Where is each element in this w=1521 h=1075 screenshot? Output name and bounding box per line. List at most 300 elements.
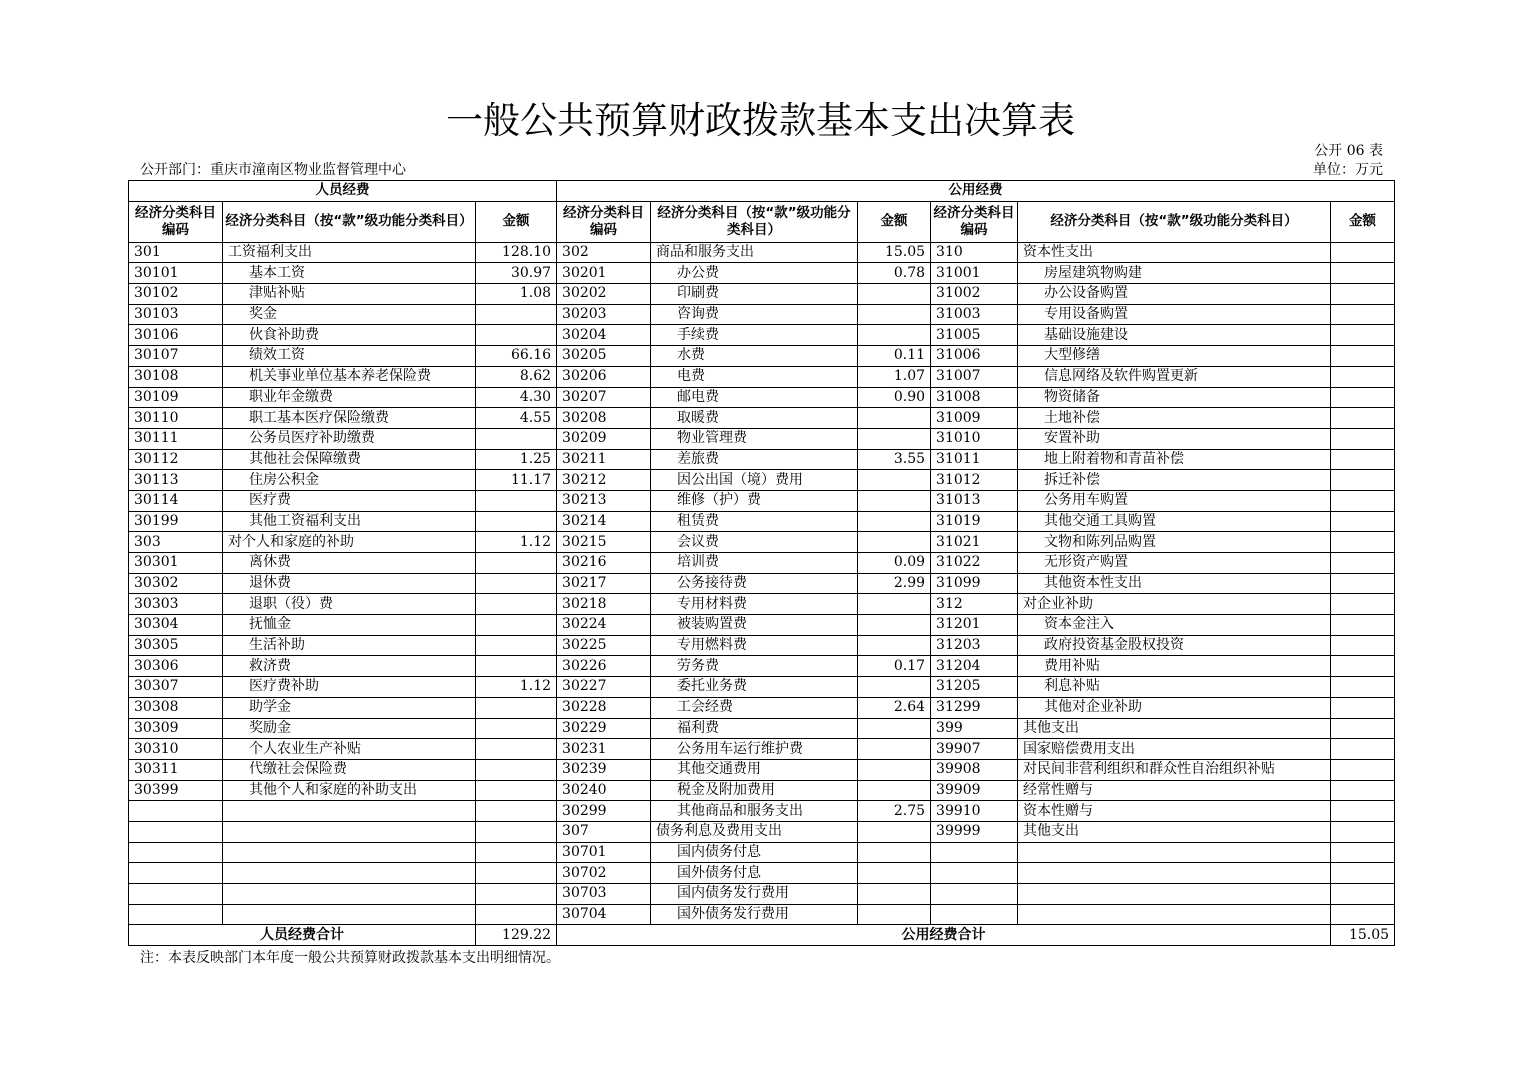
amount-cell bbox=[476, 759, 557, 780]
amount-cell bbox=[476, 842, 557, 863]
public-group-header: 公用经费 bbox=[557, 181, 1395, 202]
item-name-cell: 物资储备 bbox=[1018, 387, 1331, 408]
table-row bbox=[129, 718, 1395, 739]
code-cell: 31010 bbox=[931, 428, 1018, 449]
code-cell: 31203 bbox=[931, 635, 1018, 656]
name-header: 经济分类科目（按“款”级功能分类科目） bbox=[651, 201, 858, 242]
code-cell bbox=[129, 842, 223, 863]
amount-cell bbox=[1331, 387, 1395, 408]
public-total-label: 公用经费合计 bbox=[557, 925, 1331, 946]
amount-cell: 11.17 bbox=[476, 470, 557, 491]
code-cell: 31299 bbox=[931, 697, 1018, 718]
code-cell: 30231 bbox=[557, 739, 651, 760]
table-row bbox=[129, 635, 1395, 656]
code-cell bbox=[129, 801, 223, 822]
code-cell: 30704 bbox=[557, 904, 651, 925]
expenditure-table bbox=[128, 180, 1395, 946]
item-name-cell: 拆迁补偿 bbox=[1018, 470, 1331, 491]
amount-cell bbox=[1331, 863, 1395, 884]
table-row bbox=[129, 801, 1395, 822]
amount-cell: 1.25 bbox=[476, 449, 557, 470]
amount-cell bbox=[858, 884, 931, 905]
code-cell: 30103 bbox=[129, 304, 223, 325]
amount-cell: 4.55 bbox=[476, 408, 557, 429]
code-cell: 303 bbox=[129, 532, 223, 553]
code-cell: 30308 bbox=[129, 697, 223, 718]
item-name-cell: 文物和陈列品购置 bbox=[1018, 532, 1331, 553]
amount-cell bbox=[476, 573, 557, 594]
code-cell bbox=[931, 863, 1018, 884]
amount-cell bbox=[476, 511, 557, 532]
table-row bbox=[129, 594, 1395, 615]
amount-cell bbox=[1331, 884, 1395, 905]
code-cell: 31013 bbox=[931, 490, 1018, 511]
item-name-cell: 专用材料费 bbox=[651, 594, 858, 615]
item-name-cell: 生活补助 bbox=[223, 635, 476, 656]
code-cell: 31012 bbox=[931, 470, 1018, 491]
amount-cell: 128.10 bbox=[476, 242, 557, 263]
code-cell: 30305 bbox=[129, 635, 223, 656]
amount-cell bbox=[476, 594, 557, 615]
code-cell: 30239 bbox=[557, 759, 651, 780]
code-cell: 30228 bbox=[557, 697, 651, 718]
amount-cell bbox=[1331, 284, 1395, 305]
item-name-cell: 政府投资基金股权投资 bbox=[1018, 635, 1331, 656]
item-name-cell: 办公设备购置 bbox=[1018, 284, 1331, 305]
item-name-cell: 地上附着物和青苗补偿 bbox=[1018, 449, 1331, 470]
item-name-cell: 其他支出 bbox=[1018, 821, 1331, 842]
item-name-cell: 公务员医疗补助缴费 bbox=[223, 428, 476, 449]
amount-cell bbox=[858, 759, 931, 780]
item-name-cell: 邮电费 bbox=[651, 387, 858, 408]
table-row bbox=[129, 780, 1395, 801]
item-name-cell: 其他商品和服务支出 bbox=[651, 801, 858, 822]
amount-cell bbox=[476, 615, 557, 636]
item-name-cell: 租赁费 bbox=[651, 511, 858, 532]
item-name-cell: 利息补贴 bbox=[1018, 677, 1331, 698]
code-cell: 30207 bbox=[557, 387, 651, 408]
item-name-cell: 其他交通工具购置 bbox=[1018, 511, 1331, 532]
item-name-cell: 机关事业单位基本养老保险费 bbox=[223, 366, 476, 387]
code-cell: 30110 bbox=[129, 408, 223, 429]
item-name-cell: 物业管理费 bbox=[651, 428, 858, 449]
code-cell: 30109 bbox=[129, 387, 223, 408]
item-name-cell: 奖励金 bbox=[223, 718, 476, 739]
table-row bbox=[129, 863, 1395, 884]
amount-cell: 1.12 bbox=[476, 677, 557, 698]
item-name-cell bbox=[223, 904, 476, 925]
item-name-cell: 税金及附加费用 bbox=[651, 780, 858, 801]
amount-cell bbox=[1331, 428, 1395, 449]
amount-cell bbox=[476, 304, 557, 325]
code-cell: 30399 bbox=[129, 780, 223, 801]
code-cell: 31006 bbox=[931, 346, 1018, 367]
code-header: 经济分类科目编码 bbox=[129, 201, 223, 242]
item-name-cell: 住房公积金 bbox=[223, 470, 476, 491]
amount-cell bbox=[1331, 573, 1395, 594]
amount-cell bbox=[1331, 325, 1395, 346]
code-cell: 30227 bbox=[557, 677, 651, 698]
item-name-cell: 医疗费 bbox=[223, 490, 476, 511]
amount-cell bbox=[1331, 304, 1395, 325]
item-name-cell bbox=[223, 801, 476, 822]
totals-row bbox=[129, 925, 1395, 946]
table-row bbox=[129, 263, 1395, 284]
code-cell: 30205 bbox=[557, 346, 651, 367]
amount-cell: 2.64 bbox=[858, 697, 931, 718]
amount-cell bbox=[858, 718, 931, 739]
code-cell: 30202 bbox=[557, 284, 651, 305]
code-cell: 30209 bbox=[557, 428, 651, 449]
item-name-cell: 奖金 bbox=[223, 304, 476, 325]
code-cell: 30206 bbox=[557, 366, 651, 387]
item-name-cell: 土地补偿 bbox=[1018, 408, 1331, 429]
amount-cell bbox=[476, 635, 557, 656]
amount-cell bbox=[1331, 594, 1395, 615]
code-cell bbox=[931, 884, 1018, 905]
code-cell bbox=[129, 884, 223, 905]
table-row bbox=[129, 242, 1395, 263]
amount-cell: 30.97 bbox=[476, 263, 557, 284]
table-row bbox=[129, 449, 1395, 470]
code-cell: 30204 bbox=[557, 325, 651, 346]
code-cell: 30240 bbox=[557, 780, 651, 801]
code-cell: 30203 bbox=[557, 304, 651, 325]
item-name-cell: 会议费 bbox=[651, 532, 858, 553]
item-name-cell: 职工基本医疗保险缴费 bbox=[223, 408, 476, 429]
item-name-cell: 因公出国（境）费用 bbox=[651, 470, 858, 491]
amount-cell bbox=[1331, 511, 1395, 532]
amount-cell bbox=[858, 739, 931, 760]
item-name-cell: 基础设施建设 bbox=[1018, 325, 1331, 346]
item-name-cell: 培训费 bbox=[651, 553, 858, 574]
amount-cell bbox=[858, 863, 931, 884]
department-label: 公开部门：重庆市潼南区物业监督管理中心 bbox=[140, 162, 406, 178]
code-cell: 30114 bbox=[129, 490, 223, 511]
code-cell: 30218 bbox=[557, 594, 651, 615]
amount-cell bbox=[858, 304, 931, 325]
item-name-cell bbox=[223, 842, 476, 863]
code-header: 经济分类科目编码 bbox=[557, 201, 651, 242]
item-name-cell: 手续费 bbox=[651, 325, 858, 346]
item-name-cell: 助学金 bbox=[223, 697, 476, 718]
item-name-cell: 专用燃料费 bbox=[651, 635, 858, 656]
code-cell: 31003 bbox=[931, 304, 1018, 325]
code-cell: 30212 bbox=[557, 470, 651, 491]
item-name-cell: 个人农业生产补贴 bbox=[223, 739, 476, 760]
amount-cell bbox=[476, 801, 557, 822]
group-header-row bbox=[129, 181, 1395, 202]
amount-cell: 0.78 bbox=[858, 263, 931, 284]
amount-cell bbox=[858, 904, 931, 925]
item-name-cell: 退休费 bbox=[223, 573, 476, 594]
item-name-cell: 信息网络及软件购置更新 bbox=[1018, 366, 1331, 387]
table-row bbox=[129, 677, 1395, 698]
amount-cell: 1.07 bbox=[858, 366, 931, 387]
code-cell: 31099 bbox=[931, 573, 1018, 594]
amount-cell bbox=[1331, 842, 1395, 863]
amount-cell: 0.90 bbox=[858, 387, 931, 408]
item-name-cell bbox=[1018, 904, 1331, 925]
code-cell: 30199 bbox=[129, 511, 223, 532]
item-name-cell: 商品和服务支出 bbox=[651, 242, 858, 263]
amount-cell bbox=[858, 470, 931, 491]
amount-header: 金额 bbox=[1331, 201, 1395, 242]
amount-cell bbox=[476, 697, 557, 718]
form-number: 公开 06 表 bbox=[1314, 143, 1383, 159]
code-cell: 30224 bbox=[557, 615, 651, 636]
amount-cell bbox=[858, 284, 931, 305]
code-cell: 30108 bbox=[129, 366, 223, 387]
amount-cell bbox=[1331, 697, 1395, 718]
item-name-cell: 其他支出 bbox=[1018, 718, 1331, 739]
code-cell: 30107 bbox=[129, 346, 223, 367]
amount-cell: 1.08 bbox=[476, 284, 557, 305]
amount-cell bbox=[1331, 263, 1395, 284]
code-cell: 30304 bbox=[129, 615, 223, 636]
item-name-cell: 专用设备购置 bbox=[1018, 304, 1331, 325]
table-row bbox=[129, 821, 1395, 842]
page-title: 一般公共预算财政拨款基本支出决算表 bbox=[446, 99, 1075, 142]
item-name-cell: 抚恤金 bbox=[223, 615, 476, 636]
item-name-cell: 经常性赠与 bbox=[1018, 780, 1331, 801]
amount-cell bbox=[476, 904, 557, 925]
item-name-cell: 劳务费 bbox=[651, 656, 858, 677]
amount-cell: 8.62 bbox=[476, 366, 557, 387]
table-row bbox=[129, 408, 1395, 429]
code-cell: 30701 bbox=[557, 842, 651, 863]
amount-cell: 2.75 bbox=[858, 801, 931, 822]
item-name-cell: 职业年金缴费 bbox=[223, 387, 476, 408]
personnel-total-value: 129.22 bbox=[476, 925, 557, 946]
amount-cell bbox=[858, 821, 931, 842]
item-name-cell: 国外债务发行费用 bbox=[651, 904, 858, 925]
item-name-cell: 绩效工资 bbox=[223, 346, 476, 367]
table-row bbox=[129, 490, 1395, 511]
code-cell: 31201 bbox=[931, 615, 1018, 636]
code-cell: 30213 bbox=[557, 490, 651, 511]
amount-cell bbox=[858, 511, 931, 532]
personnel-group-header: 人员经费 bbox=[129, 181, 557, 202]
code-cell: 30201 bbox=[557, 263, 651, 284]
code-cell: 31002 bbox=[931, 284, 1018, 305]
item-name-cell: 其他对企业补助 bbox=[1018, 697, 1331, 718]
item-name-cell: 其他社会保障缴费 bbox=[223, 449, 476, 470]
item-name-cell: 对个人和家庭的补助 bbox=[223, 532, 476, 553]
amount-cell: 15.05 bbox=[858, 242, 931, 263]
code-cell: 30703 bbox=[557, 884, 651, 905]
amount-cell bbox=[476, 490, 557, 511]
code-cell: 30302 bbox=[129, 573, 223, 594]
table-row bbox=[129, 553, 1395, 574]
amount-cell bbox=[1331, 739, 1395, 760]
item-name-cell: 资本性赠与 bbox=[1018, 801, 1331, 822]
table-row bbox=[129, 532, 1395, 553]
amount-cell bbox=[1331, 242, 1395, 263]
code-cell: 30307 bbox=[129, 677, 223, 698]
table-row bbox=[129, 387, 1395, 408]
amount-cell bbox=[1331, 470, 1395, 491]
code-cell: 39909 bbox=[931, 780, 1018, 801]
item-name-cell bbox=[1018, 884, 1331, 905]
code-cell: 30215 bbox=[557, 532, 651, 553]
code-cell: 30214 bbox=[557, 511, 651, 532]
amount-cell bbox=[476, 739, 557, 760]
code-cell: 302 bbox=[557, 242, 651, 263]
amount-cell bbox=[1331, 449, 1395, 470]
amount-cell bbox=[1331, 759, 1395, 780]
item-name-cell: 代缴社会保险费 bbox=[223, 759, 476, 780]
item-name-cell: 资本金注入 bbox=[1018, 615, 1331, 636]
item-name-cell: 医疗费补助 bbox=[223, 677, 476, 698]
code-cell: 30702 bbox=[557, 863, 651, 884]
amount-cell bbox=[858, 677, 931, 698]
column-header-row bbox=[129, 201, 1395, 242]
item-name-cell: 救济费 bbox=[223, 656, 476, 677]
code-cell: 30113 bbox=[129, 470, 223, 491]
amount-cell bbox=[1331, 532, 1395, 553]
item-name-cell: 其他工资福利支出 bbox=[223, 511, 476, 532]
code-cell: 30310 bbox=[129, 739, 223, 760]
amount-cell bbox=[476, 428, 557, 449]
amount-cell bbox=[858, 490, 931, 511]
item-name-cell: 费用补贴 bbox=[1018, 656, 1331, 677]
table-row bbox=[129, 325, 1395, 346]
item-name-cell: 国外债务付息 bbox=[651, 863, 858, 884]
amount-cell: 3.55 bbox=[858, 449, 931, 470]
table-row bbox=[129, 759, 1395, 780]
code-cell: 30229 bbox=[557, 718, 651, 739]
item-name-cell bbox=[1018, 863, 1331, 884]
item-name-cell: 退职（役）费 bbox=[223, 594, 476, 615]
table-row bbox=[129, 366, 1395, 387]
item-name-cell: 其他交通费用 bbox=[651, 759, 858, 780]
code-cell: 30217 bbox=[557, 573, 651, 594]
item-name-cell: 差旅费 bbox=[651, 449, 858, 470]
item-name-cell: 办公费 bbox=[651, 263, 858, 284]
amount-cell bbox=[1331, 821, 1395, 842]
code-cell: 30299 bbox=[557, 801, 651, 822]
code-cell bbox=[931, 842, 1018, 863]
code-cell: 31204 bbox=[931, 656, 1018, 677]
table-row bbox=[129, 284, 1395, 305]
code-cell: 31005 bbox=[931, 325, 1018, 346]
amount-cell: 0.09 bbox=[858, 553, 931, 574]
amount-header: 金额 bbox=[858, 201, 931, 242]
table-row bbox=[129, 656, 1395, 677]
amount-cell bbox=[476, 884, 557, 905]
amount-cell bbox=[858, 408, 931, 429]
code-cell: 30301 bbox=[129, 553, 223, 574]
amount-cell: 2.99 bbox=[858, 573, 931, 594]
table-row bbox=[129, 739, 1395, 760]
table-row bbox=[129, 511, 1395, 532]
amount-cell bbox=[1331, 408, 1395, 429]
item-name-cell: 公务用车运行维护费 bbox=[651, 739, 858, 760]
code-cell: 31001 bbox=[931, 263, 1018, 284]
item-name-cell: 委托业务费 bbox=[651, 677, 858, 698]
item-name-cell: 公务用车购置 bbox=[1018, 490, 1331, 511]
item-name-cell: 债务利息及费用支出 bbox=[651, 821, 858, 842]
code-cell: 30216 bbox=[557, 553, 651, 574]
table-row bbox=[129, 697, 1395, 718]
amount-cell bbox=[858, 842, 931, 863]
code-cell bbox=[129, 904, 223, 925]
code-cell: 39907 bbox=[931, 739, 1018, 760]
table-row bbox=[129, 428, 1395, 449]
table-row bbox=[129, 615, 1395, 636]
code-cell: 31008 bbox=[931, 387, 1018, 408]
code-cell: 31007 bbox=[931, 366, 1018, 387]
code-cell: 30102 bbox=[129, 284, 223, 305]
code-cell: 312 bbox=[931, 594, 1018, 615]
table-row bbox=[129, 842, 1395, 863]
item-name-cell: 水费 bbox=[651, 346, 858, 367]
code-header: 经济分类科目编码 bbox=[931, 201, 1018, 242]
amount-cell: 1.12 bbox=[476, 532, 557, 553]
amount-cell: 0.17 bbox=[858, 656, 931, 677]
amount-cell bbox=[1331, 490, 1395, 511]
amount-cell bbox=[858, 532, 931, 553]
amount-cell bbox=[1331, 656, 1395, 677]
code-cell: 30208 bbox=[557, 408, 651, 429]
amount-cell bbox=[476, 325, 557, 346]
amount-cell bbox=[858, 428, 931, 449]
item-name-cell: 离休费 bbox=[223, 553, 476, 574]
table-row bbox=[129, 470, 1395, 491]
table-row bbox=[129, 304, 1395, 325]
item-name-cell: 电费 bbox=[651, 366, 858, 387]
item-name-cell: 伙食补助费 bbox=[223, 325, 476, 346]
amount-cell bbox=[476, 553, 557, 574]
item-name-cell bbox=[1018, 842, 1331, 863]
item-name-cell: 大型修缮 bbox=[1018, 346, 1331, 367]
item-name-cell: 国内债务发行费用 bbox=[651, 884, 858, 905]
item-name-cell: 无形资产购置 bbox=[1018, 553, 1331, 574]
item-name-cell: 国家赔偿费用支出 bbox=[1018, 739, 1331, 760]
amount-cell bbox=[476, 821, 557, 842]
code-cell bbox=[129, 821, 223, 842]
code-cell: 39999 bbox=[931, 821, 1018, 842]
item-name-cell: 工会经费 bbox=[651, 697, 858, 718]
code-cell bbox=[129, 863, 223, 884]
code-cell: 30303 bbox=[129, 594, 223, 615]
item-name-cell: 房屋建筑物购建 bbox=[1018, 263, 1331, 284]
code-cell: 30225 bbox=[557, 635, 651, 656]
code-cell: 399 bbox=[931, 718, 1018, 739]
amount-cell: 4.30 bbox=[476, 387, 557, 408]
table-row bbox=[129, 884, 1395, 905]
amount-cell bbox=[858, 635, 931, 656]
code-cell: 39908 bbox=[931, 759, 1018, 780]
footnote: 注：本表反映部门本年度一般公共预算财政拨款基本支出明细情况。 bbox=[140, 950, 560, 966]
amount-cell bbox=[1331, 904, 1395, 925]
table-body bbox=[129, 242, 1395, 925]
item-name-cell bbox=[223, 884, 476, 905]
amount-cell bbox=[1331, 635, 1395, 656]
item-name-cell: 资本性支出 bbox=[1018, 242, 1331, 263]
code-cell: 31205 bbox=[931, 677, 1018, 698]
item-name-cell: 维修（护）费 bbox=[651, 490, 858, 511]
item-name-cell: 咨询费 bbox=[651, 304, 858, 325]
code-cell: 30309 bbox=[129, 718, 223, 739]
code-cell: 31019 bbox=[931, 511, 1018, 532]
amount-cell bbox=[1331, 346, 1395, 367]
item-name-cell: 福利费 bbox=[651, 718, 858, 739]
item-name-cell: 被装购置费 bbox=[651, 615, 858, 636]
name-header: 经济分类科目（按“款”级功能分类科目） bbox=[1018, 201, 1331, 242]
item-name-cell bbox=[223, 863, 476, 884]
